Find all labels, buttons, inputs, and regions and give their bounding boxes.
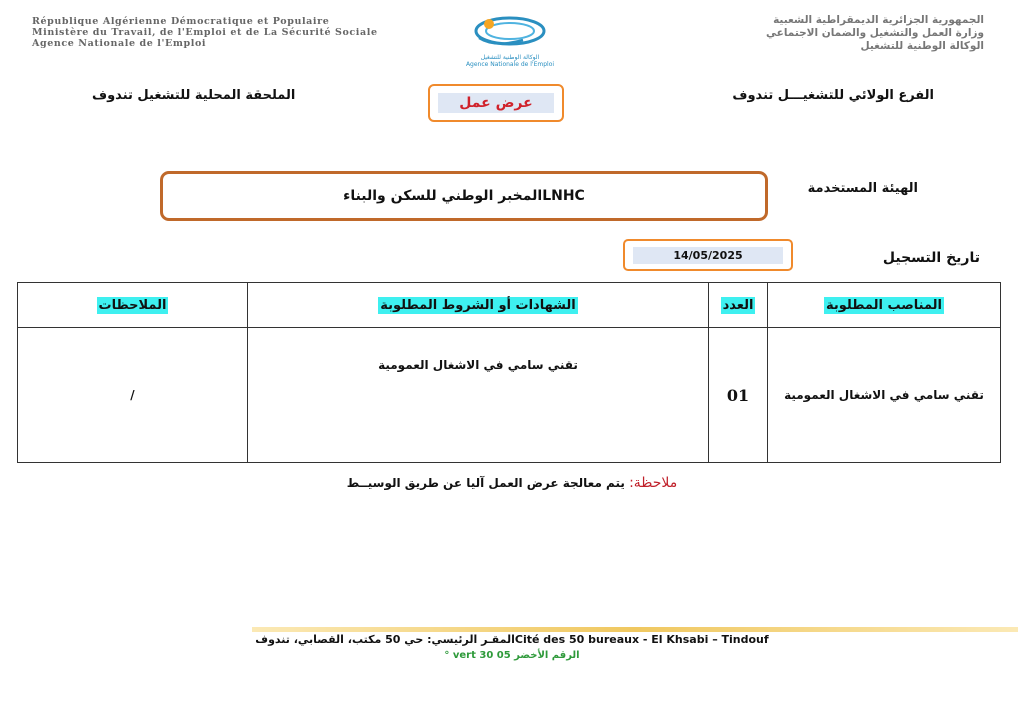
header-requirements-text: الشهادات أو الشروط المطلوبة (380, 297, 576, 313)
header-positions-text: المناصب المطلوبة (825, 297, 943, 313)
registration-label: تاريخ التسجيل (882, 250, 980, 266)
offer-title: عرض عمل (438, 93, 554, 113)
footer-green-number: الرقم الأخضر 05 30 vert ° (444, 650, 580, 661)
header-positions (768, 283, 1001, 328)
job-offer-table (17, 282, 1001, 463)
header-ar-line: الجمهورية الجزائرية الديمقراطية الشعبية (773, 14, 984, 26)
logo-text-ar: الوكالة الوطنية للتشغيل (480, 54, 540, 61)
header-count (709, 283, 768, 328)
header-fr-line: République Algérienne Démocratique et Populaire (32, 16, 330, 27)
offer-title-box (428, 84, 564, 122)
header-requirements (248, 283, 709, 328)
cell-remarks: / (18, 328, 248, 463)
header-french (32, 16, 378, 49)
header-fr-line: Ministère du Travail, de l'Emploi et de La Sécurité Sociale (32, 27, 378, 38)
employer-name: المخبر الوطني للسكن والبناءLNHC (160, 171, 768, 221)
header-arabic (624, 14, 984, 53)
anem-logo (440, 12, 580, 70)
regional-branch: الفرع الولائي للتشغيـــل تندوف (732, 88, 934, 103)
registration-date: 14/05/2025 (633, 247, 783, 264)
header-remarks-text: الملاحظات (98, 297, 167, 313)
table-row (18, 328, 1001, 463)
header-remarks (18, 283, 248, 328)
footer-divider (252, 627, 1018, 632)
local-annex: الملحقة المحلية للتشغيل تندوف (92, 88, 296, 103)
note-label: ملاحظة: (629, 475, 678, 491)
note (0, 475, 1024, 491)
footer-address: Cité des 50 bureaux - El Khsabi – Tindoufالمقـر الرئيسي: حي 50 مكتب، القصابي، تندوف (255, 633, 769, 646)
note-text: يتم معالجة عرض العمل آليا عن طريق الوسيــط (346, 476, 625, 490)
header-fr-line: Agence Nationale de l'Emploi (32, 38, 207, 49)
cell-count: 01 (709, 328, 768, 463)
logo-icon (465, 12, 555, 50)
header-ar-line: وزارة العمل والتشغيل والضمان الاجتماعي (766, 27, 984, 39)
header-count-text: العدد (722, 297, 754, 313)
cell-position: تقني سامي في الاشغال العمومية (768, 328, 1001, 463)
cell-requirements: تقني سامي في الاشغال العمومية (248, 328, 709, 463)
logo-text-fr: Agence Nationale de l'Emploi (465, 61, 555, 68)
table-header-row (18, 283, 1001, 328)
header-ar-line: الوكالة الوطنية للتشغيل (860, 40, 984, 52)
employer-label: الهيئة المستخدمة (807, 181, 918, 196)
registration-date-box (623, 239, 793, 271)
